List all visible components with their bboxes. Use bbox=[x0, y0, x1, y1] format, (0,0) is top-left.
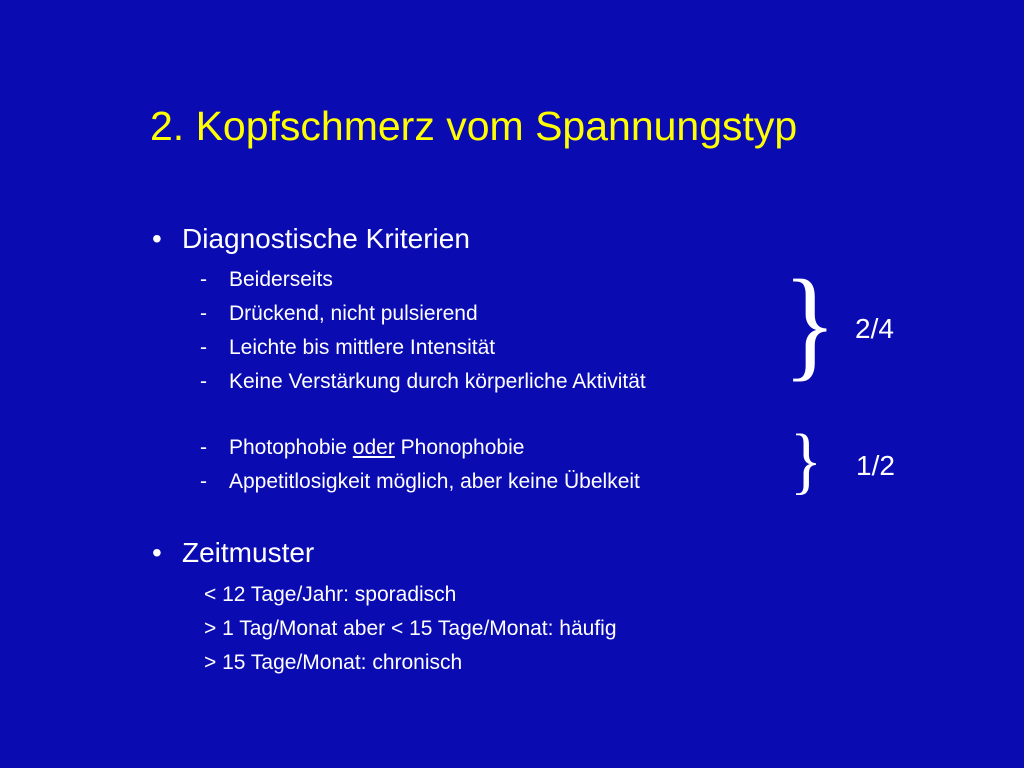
right-brace-icon: } bbox=[783, 255, 837, 392]
dash-icon: - bbox=[200, 370, 207, 393]
bullet-icon: • bbox=[152, 223, 162, 254]
bullet-heading-text: Diagnostische Kriterien bbox=[182, 223, 470, 254]
criterion-text: Drückend, nicht pulsierend bbox=[229, 302, 478, 325]
dash-icon: - bbox=[200, 336, 207, 359]
slide-title: 2. Kopfschmerz vom Spannungstyp bbox=[150, 103, 798, 149]
dash-icon: - bbox=[200, 470, 207, 493]
criterion-text-suffix: Phonophobie bbox=[394, 436, 525, 459]
criterion-item bbox=[200, 370, 646, 394]
dash-icon: - bbox=[200, 302, 207, 325]
criterion-text: Keine Verstärkung durch körperliche Aktivität bbox=[229, 370, 646, 393]
bullet-heading-text: Zeitmuster bbox=[182, 537, 315, 568]
dash-icon: - bbox=[200, 436, 207, 459]
criterion-text-prefix: Photophobie bbox=[229, 436, 353, 459]
criterion-text-underlined: oder bbox=[352, 436, 395, 459]
criterion-item bbox=[200, 268, 333, 292]
ratio-two-of-four: 2/4 bbox=[855, 313, 894, 344]
criterion-text: Beiderseits bbox=[229, 268, 333, 291]
criterion-item bbox=[200, 470, 640, 494]
criterion-text: Leichte bis mittlere Intensität bbox=[229, 336, 496, 359]
dash-icon: - bbox=[200, 268, 207, 291]
bullet-zeitmuster bbox=[152, 538, 314, 569]
criterion-text: Appetitlosigkeit möglich, aber keine Übelkeit bbox=[229, 470, 640, 493]
bullet-icon: • bbox=[152, 537, 162, 568]
zeitmuster-line: > 15 Tage/Monat: chronisch bbox=[204, 651, 463, 674]
bullet-diagnostische-kriterien bbox=[152, 224, 470, 255]
ratio-one-of-two: 1/2 bbox=[856, 450, 895, 481]
criterion-item bbox=[200, 436, 524, 460]
criterion-item bbox=[200, 336, 495, 360]
right-brace-icon: } bbox=[790, 420, 822, 502]
zeitmuster-line: > 1 Tag/Monat aber < 15 Tage/Monat: häufig bbox=[204, 617, 617, 640]
criterion-item bbox=[200, 302, 478, 326]
zeitmuster-line: < 12 Tage/Jahr: sporadisch bbox=[204, 583, 457, 606]
